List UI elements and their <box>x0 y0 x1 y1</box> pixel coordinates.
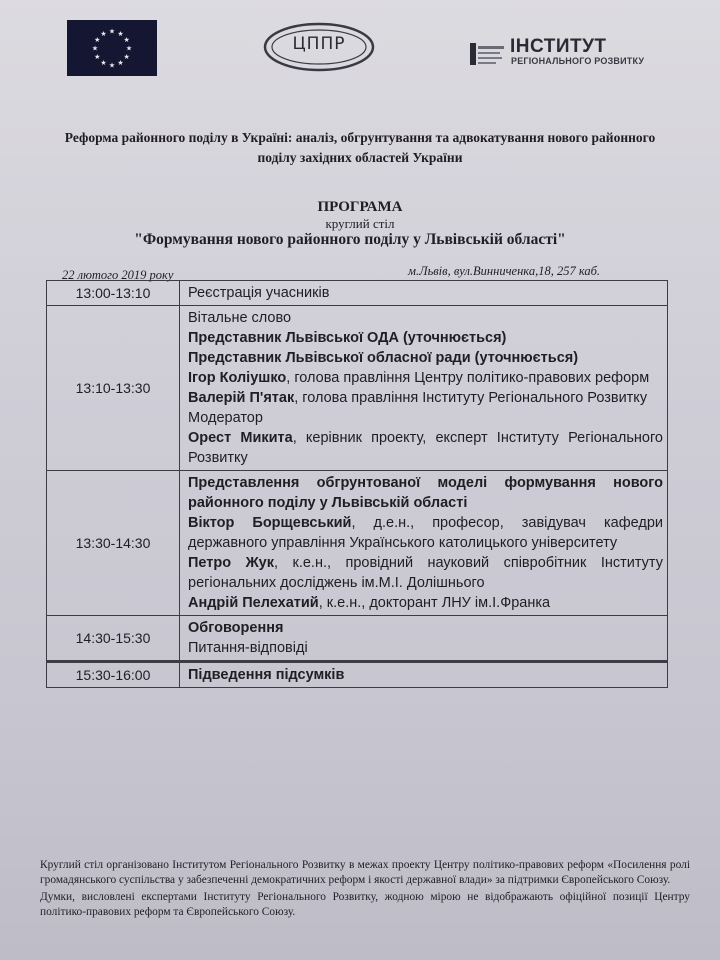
footer-paragraph-1: Круглий стіл організовано Інститутом Регіонального Розвитку в межах проекту Центру політико-правових реформ «Посилення ролі громадянського суспільства у забезпеченні демократичних реформ і якості державної влади» за підтримки Європейського Союзу. <box>40 859 690 886</box>
eu-star-icon: ★ <box>94 53 101 61</box>
project-title: Реформа районного поділу в Україні: аналіз, обгрунтування та адвокатування нового районного поділу західних областей України <box>64 130 656 165</box>
activity-line <box>188 593 663 613</box>
schedule-row <box>47 662 668 688</box>
speaker-name: Ігор Коліушко <box>188 370 287 386</box>
activity-line <box>188 428 663 468</box>
eu-flag-logo <box>67 20 157 76</box>
schedule-time: 15:30-16:00 <box>47 662 180 688</box>
activity-line <box>188 553 663 593</box>
speaker-name: Орест Микита <box>188 430 293 446</box>
eu-star-icon: ★ <box>94 36 101 44</box>
speaker-role: , к.е.н., провідний науковий співробітник Інституту регіональних досліджень ім.М.І. Долішнього <box>188 555 663 591</box>
speaker-name: Валерій П'ятак <box>188 390 295 406</box>
activity-line: Реєстрація учасників <box>188 285 330 301</box>
program-heading: ПРОГРАМА <box>317 199 403 215</box>
footer-paragraph-2: Думки, висловлені експертами Інституту Регіонального Розвитку, жодною мірою не відображають офіційної позиції Центру політико-правових реформ та Європейського Союзу. <box>40 891 690 918</box>
speaker-role: , керівник проекту, експерт Інституту Регіонального Розвитку <box>188 430 663 466</box>
eu-star-icon: ★ <box>91 44 99 53</box>
schedule-row <box>47 616 668 662</box>
event-date: 22 лютого 2019 року <box>62 268 174 282</box>
activity-line: Модератор <box>188 410 263 426</box>
schedule-time: 13:00-13:10 <box>47 281 180 306</box>
activity-line: Обговорення <box>188 620 284 636</box>
event-place: м.Львів, вул.Винниченка,18, 257 каб. <box>408 264 601 278</box>
schedule-time: 13:30-14:30 <box>47 471 180 616</box>
cppr-logo <box>263 22 375 72</box>
speaker-name: Андрій Пелехатий <box>188 595 319 611</box>
activity-line: Представлення обгрунтованої моделі формування нового районного поділу у Львівській області <box>188 475 663 511</box>
activity-line <box>188 388 663 408</box>
activity-line <box>188 368 663 388</box>
eu-star-icon: ★ <box>125 44 133 53</box>
cppr-logo-text: ЦППР <box>292 34 346 54</box>
schedule-activity <box>180 306 668 471</box>
eu-star-icon: ★ <box>100 29 107 38</box>
eu-star-icon: ★ <box>117 29 124 38</box>
schedule-activity <box>180 662 668 688</box>
iri-map-icon <box>468 40 508 68</box>
schedule-activity <box>180 281 668 306</box>
activity-line: Вітальне слово <box>188 310 292 326</box>
schedule-row <box>47 281 668 306</box>
activity-line <box>188 513 663 553</box>
eu-star-icon: ★ <box>123 53 130 61</box>
speaker-role: , голова правління Центру політико-правових реформ <box>286 370 650 386</box>
eu-star-icon: ★ <box>108 27 116 36</box>
schedule-time: 13:10-13:30 <box>47 306 180 471</box>
eu-star-icon: ★ <box>123 36 130 44</box>
schedule-time: 14:30-15:30 <box>47 616 180 662</box>
footer-note <box>40 858 690 922</box>
schedule-activity <box>180 471 668 616</box>
schedule-activity <box>180 616 668 662</box>
program-name: "Формування нового районного поділу у Львівській області" <box>134 231 566 248</box>
schedule-row <box>47 471 668 616</box>
eu-star-icon: ★ <box>117 59 124 68</box>
activity-line: Питання-відповіді <box>188 640 308 656</box>
iri-logo-subtitle: РЕГІОНАЛЬНОГО РОЗВИТКУ <box>511 56 645 66</box>
iri-logo <box>468 36 648 70</box>
eu-star-icon: ★ <box>108 61 116 70</box>
program-kind: круглий стіл <box>325 216 395 231</box>
eu-star-icon: ★ <box>100 59 107 68</box>
activity-line: Підведення підсумків <box>188 667 345 683</box>
schedule-table <box>46 280 668 688</box>
activity-line: Представник Львівської ОДА (уточнюється) <box>188 330 507 346</box>
eu-stars-icon <box>67 20 157 76</box>
iri-logo-title: ІНСТИТУТ <box>510 36 607 57</box>
activity-line: Представник Львівської обласної ради (уточнюється) <box>188 350 579 366</box>
speaker-name: Петро Жук <box>188 555 274 571</box>
speaker-role: , к.е.н., докторант ЛНУ ім.І.Франка <box>318 595 551 611</box>
speaker-name: Віктор Борщевський <box>188 515 352 531</box>
speaker-role: , голова правління Інституту Регіонального Розвитку <box>294 390 648 406</box>
speaker-role: , д.е.н., професор, завідувач кафедри державного управління Українського католицького університету <box>188 515 663 551</box>
schedule-row <box>47 306 668 471</box>
